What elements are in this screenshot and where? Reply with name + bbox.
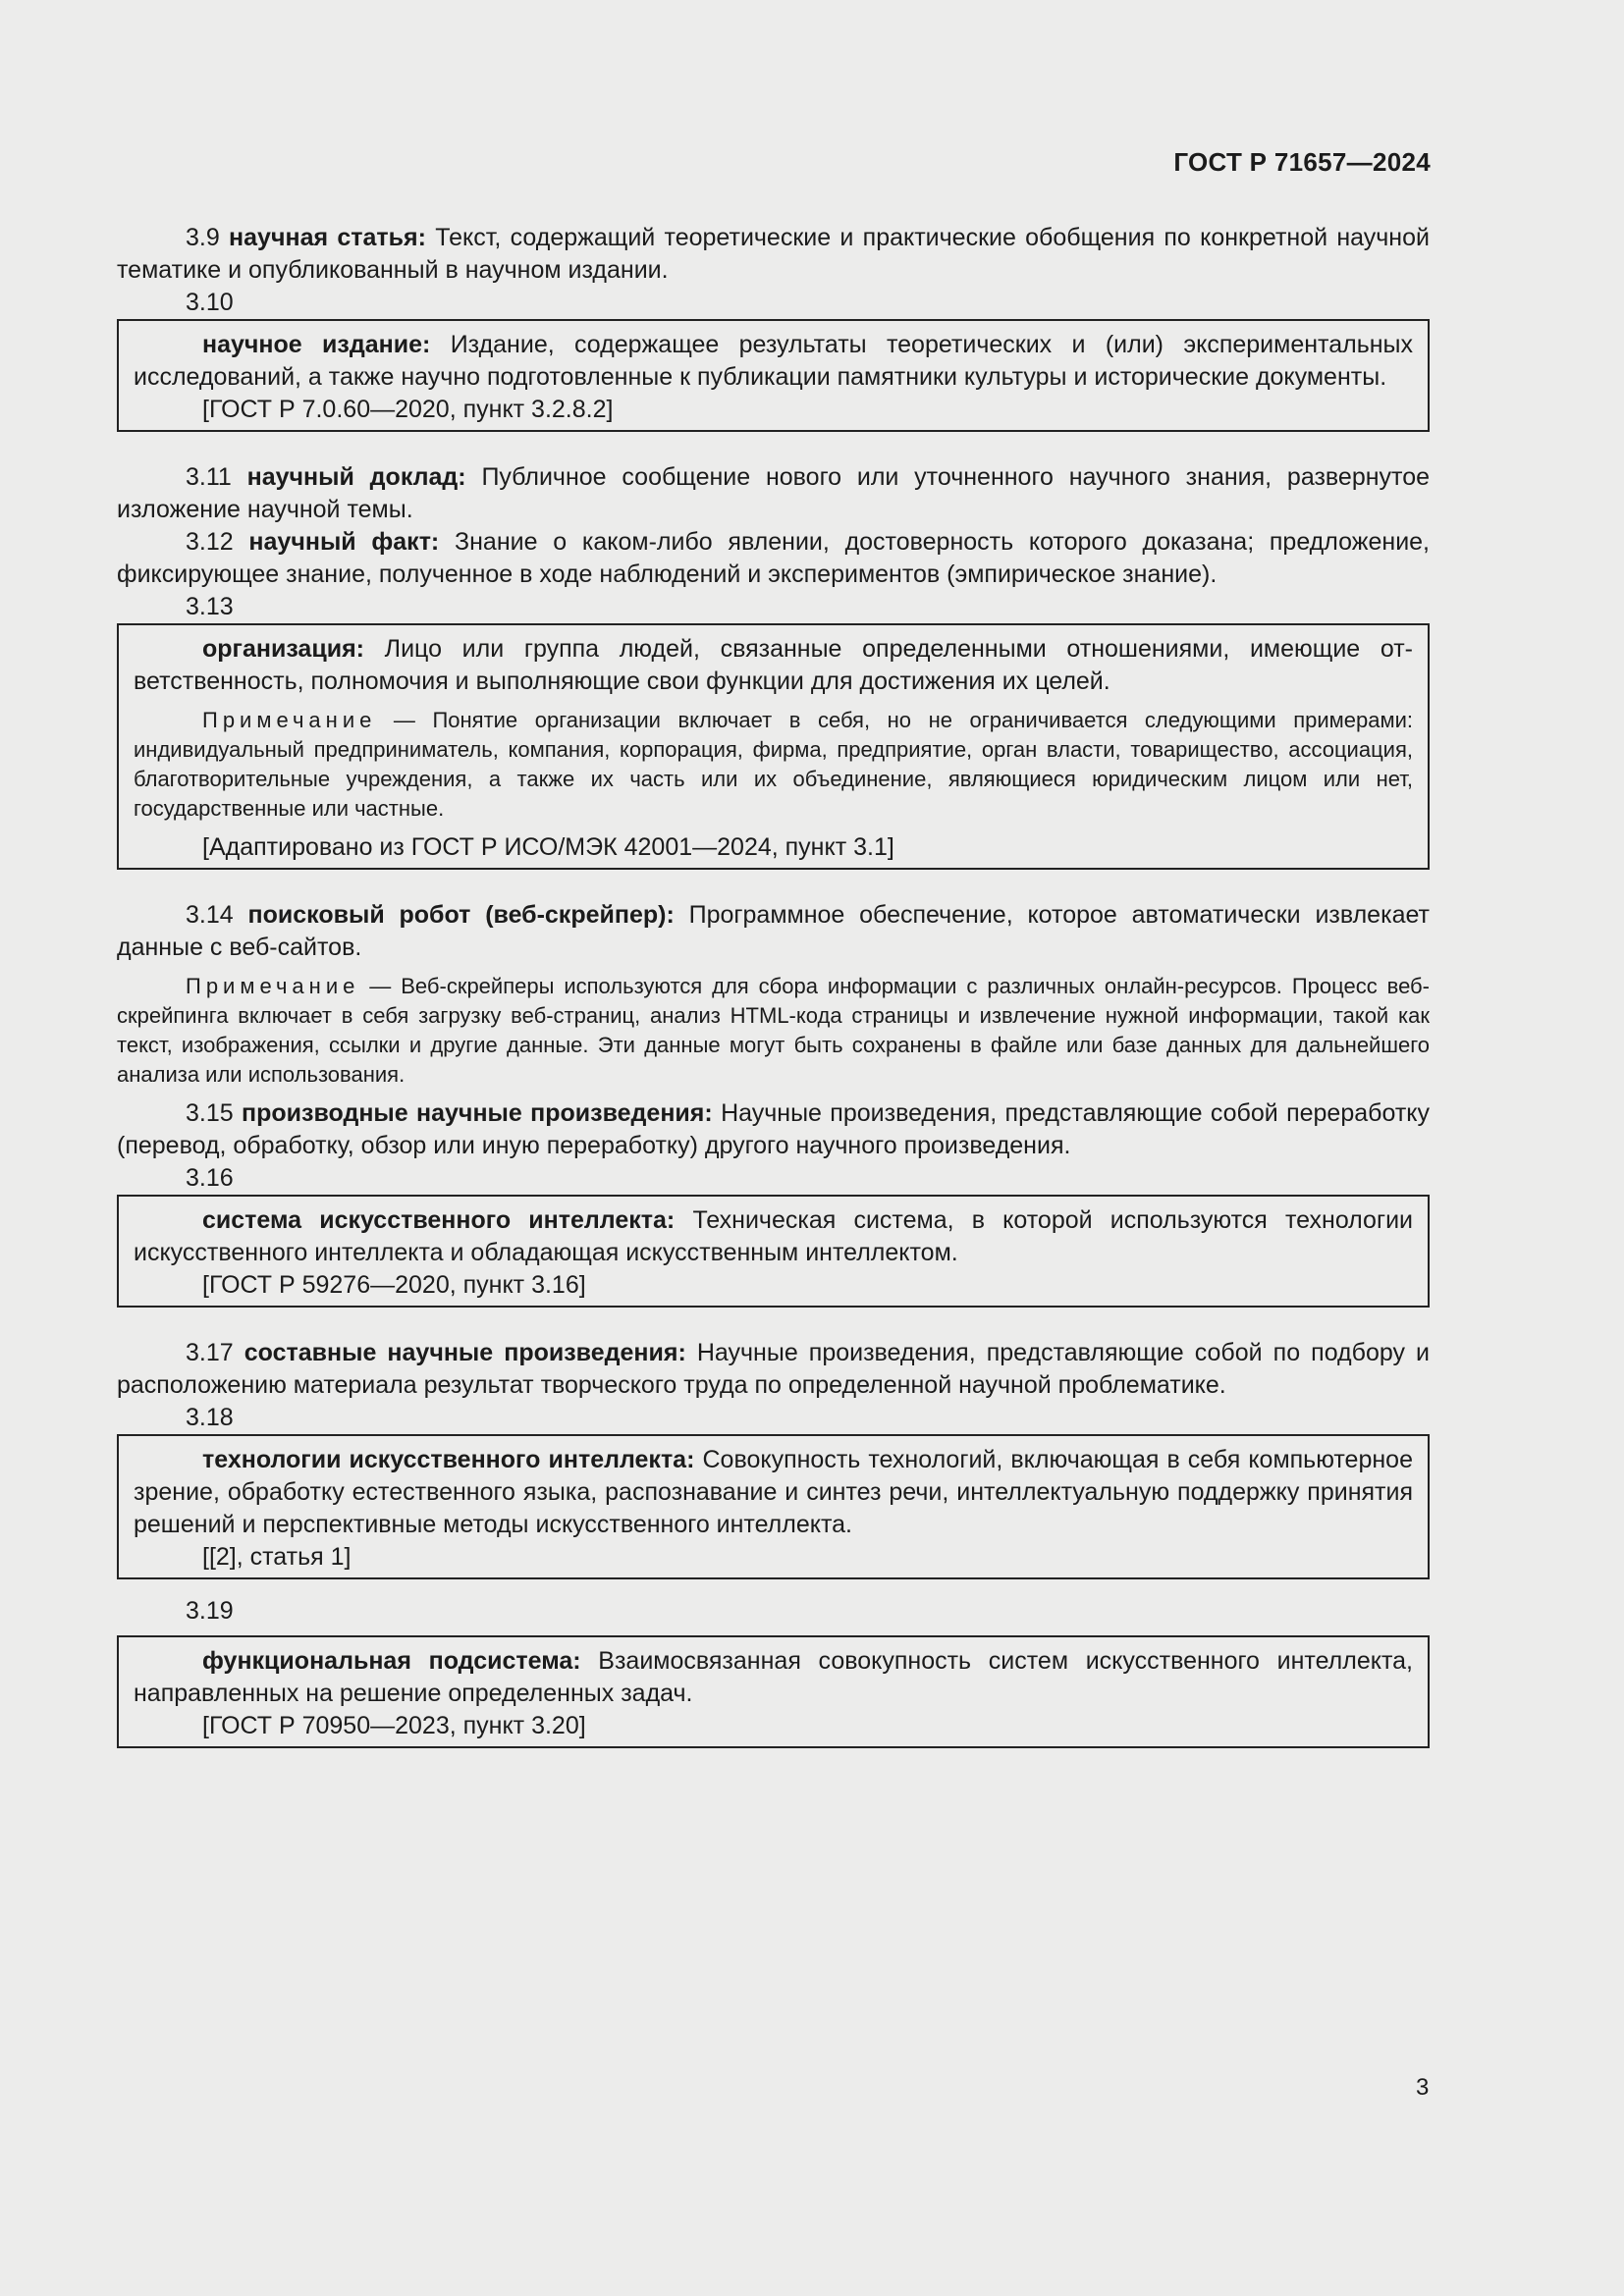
definition-box-3-10 bbox=[117, 319, 1430, 432]
entry-3-14 bbox=[117, 899, 1430, 964]
entry-3-10 bbox=[134, 329, 1413, 394]
entry-term: производные научные произведения: bbox=[242, 1099, 713, 1127]
entry-term: функциональная подсистема: bbox=[202, 1647, 581, 1675]
entry-number: 3.19 bbox=[186, 1597, 234, 1625]
entry-term: научный доклад: bbox=[246, 463, 466, 491]
definition-box-3-19 bbox=[117, 1635, 1430, 1748]
entry-number: 3.18 bbox=[186, 1404, 234, 1431]
entry-number: 3.9 bbox=[186, 224, 220, 251]
entry-number: 3.10 bbox=[186, 289, 234, 316]
entry-definition: Техническая система, в которой используются технологии искусственного интеллекта и обладающая искусственным интеллектом. bbox=[134, 1206, 1414, 1266]
entry-number: 3.15 bbox=[186, 1099, 234, 1127]
entry-number: 3.14 bbox=[186, 901, 234, 929]
entry-definition: Публичное сообщение нового или уточненного научного знания, развернутое изложение научной темы. bbox=[117, 463, 1431, 523]
entry-number: 3.13 bbox=[186, 593, 234, 620]
entry-term: научное издание: bbox=[202, 331, 431, 358]
entry-definition: Издание, содержащее результаты теоретических и (или) экспериментальных исследований, а также научно подготовленные к публикации памятники культуры и исторические документы. bbox=[134, 331, 1414, 391]
entry-term: составные научные произведения: bbox=[244, 1339, 686, 1366]
entry-3-9 bbox=[117, 222, 1430, 287]
definition-box-3-16 bbox=[117, 1195, 1430, 1308]
entry-3-13 bbox=[134, 633, 1413, 698]
source-reference: [ГОСТ Р 70950—2023, пункт 3.20] bbox=[202, 1712, 586, 1739]
entry-definition: Научные произведения, представляющие собой по подбору и расположению материала результат творческого труда по определенной научной проблематике. bbox=[117, 1339, 1430, 1399]
note-text: — Понятие организации включает в себя, но не ограничивается следующими примерами: индивидуальный предприниматель, компания, корпорация, фирма, предприятие, орган власти, товарищество, ассоциация, благотворительные учреждения, а также их часть или их объединение, являющиеся юридическим лицом или нет, государственные или частные. bbox=[134, 708, 1413, 821]
entry-definition: Лицо или группа людей, связанные определенными отношениями, имеющие ответственность, полномочия и выполняющие свои функции для достижения их целей. bbox=[134, 635, 1413, 695]
source-reference: [Адаптировано из ГОСТ Р ИСО/МЭК 42001—2024, пункт 3.1] bbox=[202, 833, 894, 861]
entry-term: организация: bbox=[202, 635, 364, 663]
entry-definition: Совокупность технологий, включающая в себя компьютерное зрение, обработку естественного языка, распознавание и синтез речи, интеллектуальную поддержку принятия решений и перспективные методы искусственного интеллекта. bbox=[134, 1446, 1413, 1538]
entry-3-18 bbox=[134, 1444, 1413, 1541]
entry-term: поисковый робот (веб-скрейпер): bbox=[247, 901, 675, 929]
entry-definition: Программное обеспечение, которое автоматически извлекает данные с веб-сайтов. bbox=[117, 901, 1430, 961]
entry-number: 3.17 bbox=[186, 1339, 234, 1366]
page-number: 3 bbox=[1416, 2074, 1430, 2101]
entry-number: 3.16 bbox=[186, 1164, 234, 1192]
definition-box-3-13 bbox=[117, 623, 1430, 870]
entry-definition: Научные произведения, представляющие собой переработку (перевод, обработку, обзор или иную переработку) другого научного произведения. bbox=[117, 1099, 1430, 1159]
source-reference: [ГОСТ Р 59276—2020, пункт 3.16] bbox=[202, 1271, 586, 1299]
definition-box-3-18 bbox=[117, 1434, 1430, 1579]
entry-3-12 bbox=[117, 526, 1430, 591]
note-label: Примечание bbox=[186, 974, 360, 998]
note-3-13 bbox=[134, 706, 1413, 824]
entry-term: научная статья: bbox=[229, 224, 426, 251]
entry-definition: Текст, содержащий теоретические и практические обобщения по конкретной научной тематике и опубликованный в научном издании. bbox=[117, 224, 1430, 284]
document-header: ГОСТ Р 71657—2024 bbox=[1173, 147, 1431, 177]
entry-number: 3.11 bbox=[186, 463, 232, 491]
entry-term: технологии искусственного интеллекта: bbox=[202, 1446, 695, 1473]
source-reference: [[2], статья 1] bbox=[202, 1543, 352, 1571]
entry-definition: Знание о каком-либо явлении, достоверность которого доказана; предложение, фиксирующее знание, полученное в ходе наблюдений и экспериментов (эмпирическое знание). bbox=[117, 528, 1431, 588]
entry-3-11 bbox=[117, 461, 1430, 526]
entry-term: научный факт: bbox=[248, 528, 440, 556]
note-text: — Веб-скрейперы используются для сбора информации с различных онлайн-ресурсов. Процесс веб-скрейпинга включает в себя загрузку веб-страниц, анализ HTML-кода страницы и извлечение нужной информации, такой как текст, изображения, ссылки и другие данные. Эти данные могут быть сохранены в файле или базе данных для дальнейшего анализа или использования. bbox=[117, 974, 1430, 1087]
entry-number: 3.12 bbox=[186, 528, 234, 556]
entry-3-17 bbox=[117, 1337, 1430, 1402]
note-3-14 bbox=[117, 972, 1430, 1090]
entry-definition: Взаимосвязанная совокупность систем искусственного интеллекта, направленных на решение определенных задач. bbox=[134, 1647, 1413, 1707]
source-reference: [ГОСТ Р 7.0.60—2020, пункт 3.2.8.2] bbox=[202, 396, 614, 423]
entry-3-15 bbox=[117, 1097, 1430, 1162]
note-label: Примечание bbox=[202, 708, 377, 732]
entry-3-19 bbox=[134, 1645, 1413, 1710]
entry-3-16 bbox=[134, 1204, 1413, 1269]
entry-term: система искусственного интеллекта: bbox=[202, 1206, 676, 1234]
document-body bbox=[117, 222, 1430, 1748]
